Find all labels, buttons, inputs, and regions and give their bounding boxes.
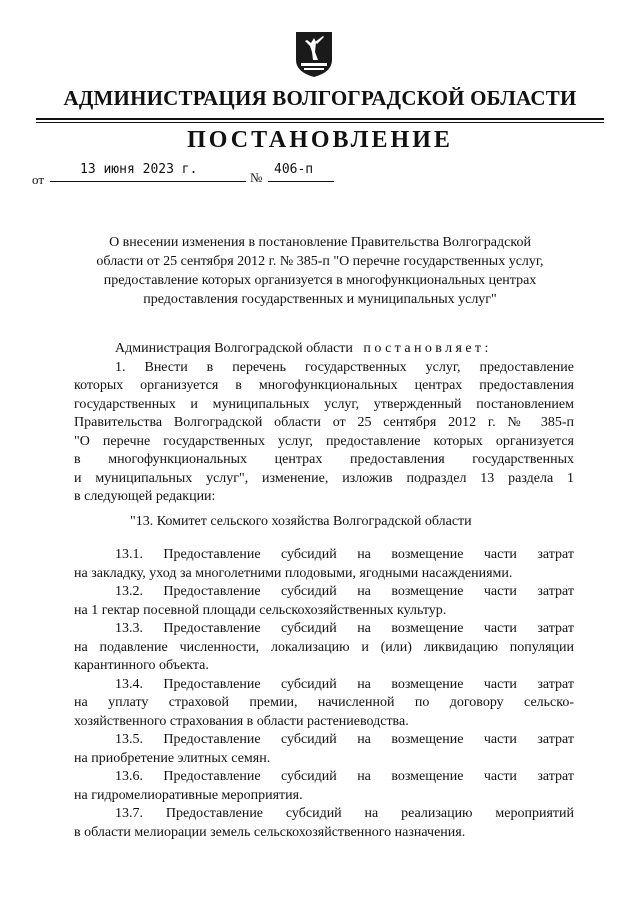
item-first-line: 13.3. Предоставление субсидий на возмещение части затрат xyxy=(115,621,574,636)
document-subject xyxy=(78,233,562,309)
subject-line: области от 25 сентября 2012 г. № 385-п "О перечне государственных услуг, xyxy=(96,254,544,269)
paragraph-line: и муниципальных услуг", изменение, изложив подраздел 13 раздела 1 xyxy=(74,470,574,486)
coat-of-arms-icon xyxy=(293,30,335,78)
item-line: в области мелиорации земель сельскохозяйственного назначения. xyxy=(74,824,466,840)
section-item xyxy=(74,546,574,583)
paragraph-line: 1. Внести в перечень государственных услуг, предоставление xyxy=(115,359,574,375)
preamble-subject: Администрация Волгоградской области xyxy=(115,341,353,356)
paragraph-line: в многофункциональных центрах предоставления государственных xyxy=(74,452,574,467)
section-item xyxy=(74,583,574,620)
subject-line: О внесении изменения в постановление Правительства Волгоградской xyxy=(109,235,531,250)
section-item xyxy=(74,676,574,732)
item-line: на подавление численности, локализацию и (или) ликвидацию популяции xyxy=(74,639,574,655)
organization-title: АДМИНИСТРАЦИЯ ВОЛГОГРАДСКОЙ ОБЛАСТИ xyxy=(63,86,577,110)
paragraph-line: государственных и муниципальных услуг, утвержденный постановлением xyxy=(74,396,574,412)
item-line: на приобретение элитных семян. xyxy=(74,750,271,766)
header-divider-thin xyxy=(36,122,604,123)
section-item xyxy=(74,731,574,768)
preamble xyxy=(74,340,574,359)
subject-line: предоставление которых организуется в многофункциональных центрах xyxy=(103,273,537,288)
item-first-line: 13.4. Предоставление субсидий на возмещение части затрат xyxy=(115,676,574,692)
section-item xyxy=(74,620,574,676)
section-13-items xyxy=(74,546,574,842)
section-13-heading: "13. Комитет сельского хозяйства Волгоградской области xyxy=(130,514,472,529)
paragraph-line: "О перечне государственных услуг, предоставление которых организуется xyxy=(74,433,574,449)
preamble-verb: постановляет: xyxy=(363,341,492,356)
item-line: карантинного объекта. xyxy=(74,658,209,673)
item-line: на 1 гектар посевной площади сельскохозяйственных культур. xyxy=(74,602,447,618)
paragraph-line: которых организуется в многофункциональных центрах предоставления xyxy=(74,378,574,393)
paragraph-1 xyxy=(74,340,574,507)
number-prefix: № xyxy=(250,170,263,185)
item-line: хозяйственного страхования в области растениеводства. xyxy=(74,713,409,729)
item-line: на гидромелиоративные мероприятия. xyxy=(74,787,303,803)
paragraph-line: в следующей редакции: xyxy=(74,489,216,504)
item-line: на уплату страховой премии, начисленной по договору сельско- xyxy=(74,695,574,710)
document-date: 13 июня 2023 г. xyxy=(50,162,246,182)
header-divider-thick xyxy=(36,118,604,120)
subject-line: предоставления государственных и муниципальных услуг" xyxy=(143,292,497,307)
date-prefix: от xyxy=(32,172,45,187)
item-first-line: 13.2. Предоставление субсидий на возмещение части затрат xyxy=(115,584,574,599)
document-type-title: ПОСТАНОВЛЕНИЕ xyxy=(187,127,453,153)
paragraph-line: Правительства Волгоградской области от 25 сентября 2012 г. № 385-п xyxy=(74,415,574,430)
section-item xyxy=(74,805,574,842)
item-first-line: 13.5. Предоставление субсидий на возмещение части затрат xyxy=(115,732,574,747)
section-item xyxy=(74,768,574,805)
item-first-line: 13.1. Предоставление субсидий на возмещение части затрат xyxy=(115,547,574,562)
item-first-line: 13.6. Предоставление субсидий на возмещение части затрат xyxy=(115,769,574,784)
document-number: 406-п xyxy=(268,162,334,182)
item-line: на закладку, уход за многолетними плодовыми, ягодными насаждениями. xyxy=(74,565,513,581)
item-first-line: 13.7. Предоставление субсидий на реализацию мероприятий xyxy=(115,806,574,821)
date-number-line xyxy=(32,162,332,186)
